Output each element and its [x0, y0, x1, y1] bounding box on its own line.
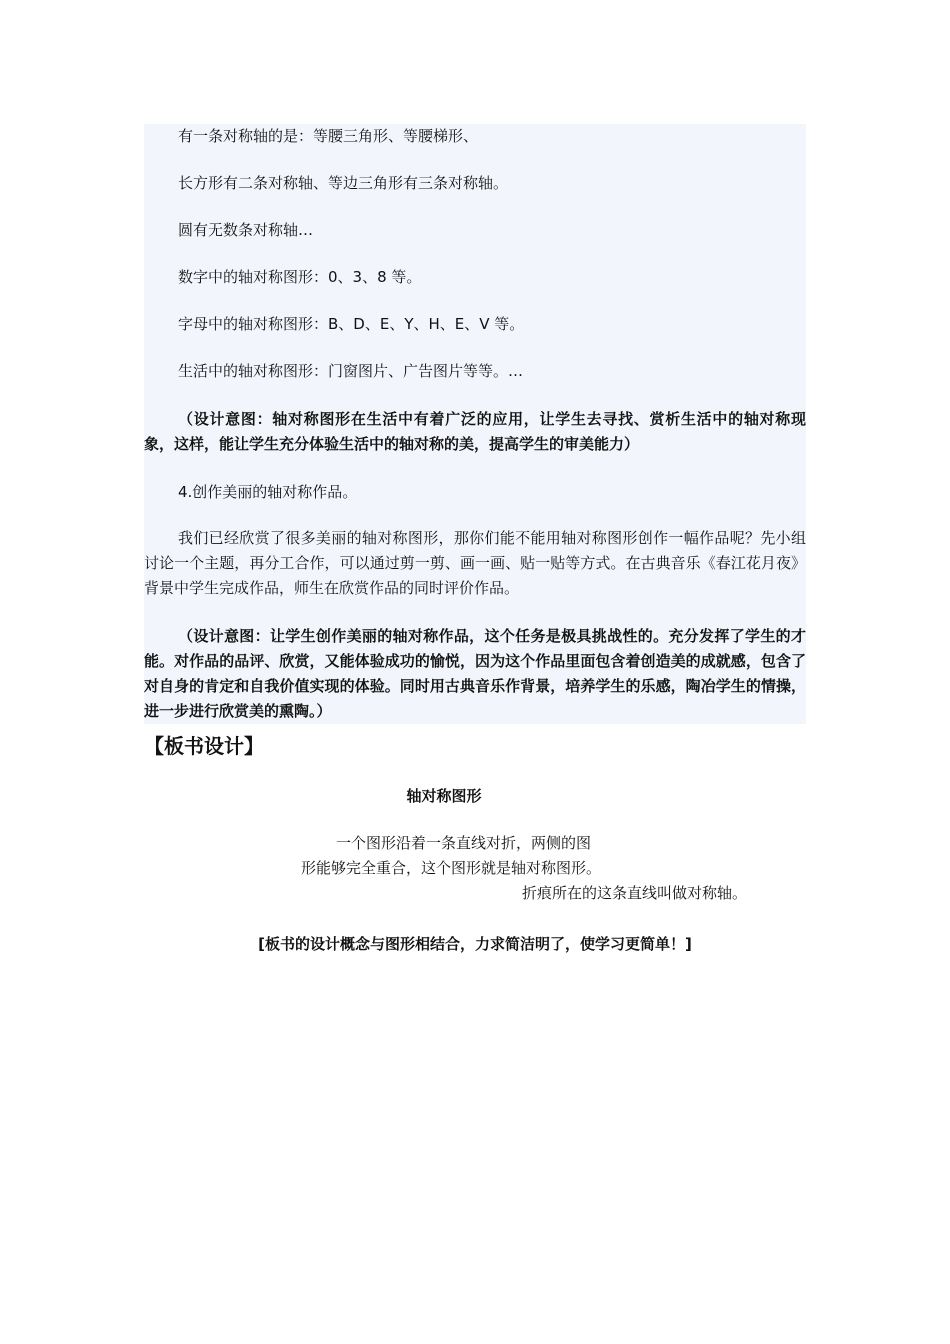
board-design-line-3: 折痕所在的这条直线叫做对称轴。 — [522, 884, 748, 902]
axis-two-three-line: 长方形有二条对称轴、等边三角形有三条对称轴。 — [178, 174, 509, 192]
board-design-heading: 【板书设计】 — [144, 734, 264, 758]
design-intent-paragraph-2: （设计意图：让学生创作美丽的轴对称作品，这个任务是极具挑战性的。充分发挥了学生的才能。对作品的品评、欣赏，又能体验成功的愉悦，因为这个作品里面包含着创造美的成就感，包含了对自身的肯定和自我价值实现的体验。同时用古典音乐作背景，培养学生的乐感，陶冶学生的情操，进一步进行欣赏美的熏陶。） — [144, 627, 806, 720]
axis-one-line: 有一条对称轴的是：等腰三角形、等腰梯形、 — [178, 127, 479, 145]
life-symmetry-line: 生活中的轴对称图形：门窗图片、广告图片等等。… — [178, 362, 524, 380]
digits-symmetry-line: 数字中的轴对称图形：0、3、8 等。 — [178, 268, 422, 286]
board-design-title: 轴对称图形 — [406, 787, 482, 805]
design-intent-paragraph-1: （设计意图：轴对称图形在生活中有着广泛的应用，让学生去寻找、赏析生活中的轴对称现象，这样，能让学生充分体验生活中的轴对称的美，提高学生的审美能力） — [144, 410, 806, 453]
board-design-line-2: 形能够完全重合，这个图形就是轴对称图形。 — [301, 859, 602, 877]
step-4-title: 4.创作美丽的轴对称作品。 — [178, 483, 358, 501]
board-design-note: [板书的设计概念与图形相结合，力求简洁明了，使学习更简单！] — [258, 935, 692, 953]
step-4-paragraph: 我们已经欣赏了很多美丽的轴对称图形，那你们能不能用轴对称图形创作一幅作品呢？先小组讨论一个主题，再分工合作，可以通过剪一剪、画一画、贴一贴等方式。在古典音乐《春江花月夜》背景中学生完成作品，师生在欣赏作品的同时评价作品。 — [144, 529, 806, 597]
letters-symmetry-line: 字母中的轴对称图形：B、D、E、Y、H、E、V 等。 — [178, 315, 525, 333]
board-design-line-1: 一个图形沿着一条直线对折，两侧的图 — [336, 834, 592, 852]
circle-axis-line: 圆有无数条对称轴… — [178, 221, 314, 239]
